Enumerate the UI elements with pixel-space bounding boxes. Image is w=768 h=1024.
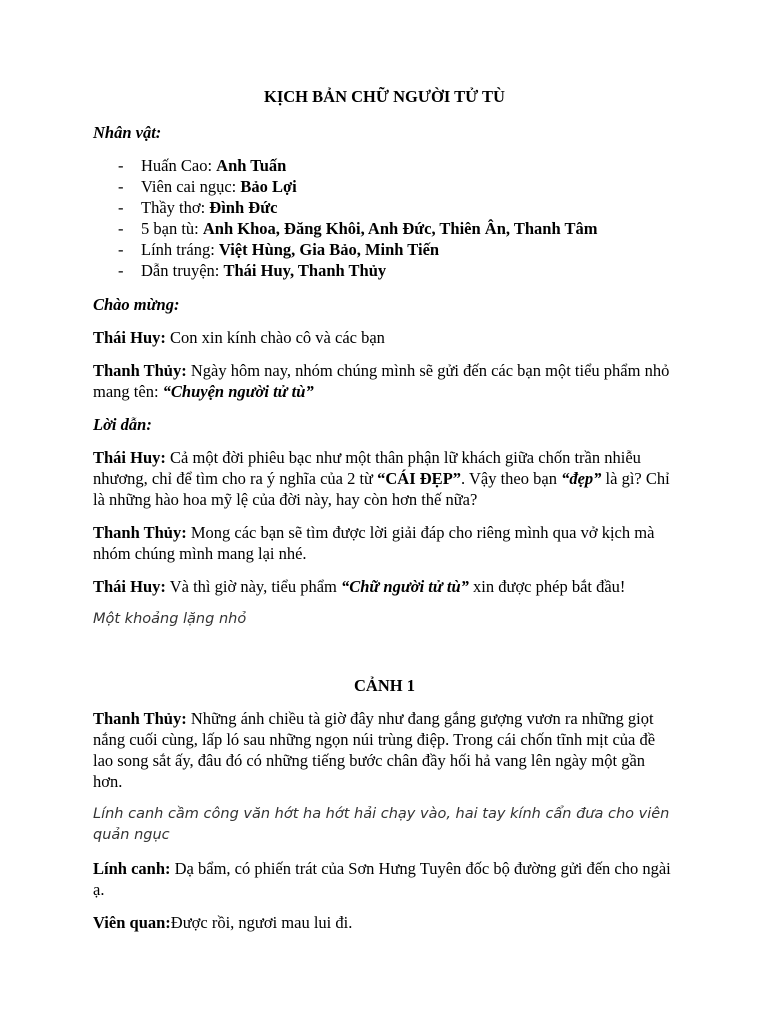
bullet-dash: -	[118, 177, 124, 196]
speaker-name: Lính canh:	[93, 859, 171, 878]
cast-role: 5 bạn tù:	[141, 219, 203, 238]
speaker-name: Viên quan:	[93, 913, 171, 932]
dialogue-text: Và thì giờ này, tiểu phẩm	[165, 577, 341, 596]
dialogue-line	[93, 858, 676, 900]
dialogue-text: là gì? Chỉ là những hào hoa mỹ lệ của đời này, hay còn hơn thế nữa?	[93, 469, 670, 509]
speaker-name: Thanh Thủy:	[93, 361, 187, 380]
dialogue-text: Cả một đời phiêu bạc như một thân phận lữ khách giữa chốn trần nhiễu nhương, chỉ để tìm cho ra ý nghĩa của 2 từ	[93, 448, 641, 488]
dialogue-text: Con xin kính chào cô và các bạn	[165, 328, 385, 347]
cast-heading: Nhân vật:	[93, 123, 162, 142]
dialogue-line	[93, 327, 676, 348]
speaker-name: Thanh Thủy:	[93, 523, 187, 542]
dialogue-text: Những ánh chiều tà giờ đây như đang gắng gượng vươn ra những giọt nắng cuối cùng, lấp ló sau những ngọn núi trùng điệp. Trong cái chốn tĩnh mịt của đề lao song sắt ấy, đâu đó có những tiếng bước chân đầy hối hả vang lên ngày một gần hơn.	[93, 709, 656, 791]
speaker-name: Thanh Thủy:	[93, 709, 187, 728]
dialogue-line	[93, 912, 676, 933]
emphasis-word: “đẹp”	[561, 469, 602, 488]
cast-list	[93, 155, 676, 281]
scene-heading: CẢNH 1	[354, 676, 415, 695]
dialogue-line	[93, 522, 676, 564]
bullet-dash: -	[118, 240, 124, 259]
dialogue-line	[93, 576, 676, 597]
cast-actor: Anh Tuấn	[216, 156, 287, 175]
cast-actor: Thái Huy, Thanh Thủy	[223, 261, 387, 280]
dialogue-text: . Vậy theo bạn	[461, 469, 562, 488]
dialogue-line	[93, 360, 676, 402]
intro-heading: Lời dẫn:	[93, 415, 152, 434]
document-title: KỊCH BẢN CHỮ NGƯỜI TỬ TÙ	[264, 87, 505, 106]
bullet-dash: -	[118, 219, 124, 238]
cast-role: Viên cai ngục:	[141, 177, 241, 196]
stage-direction: Lính canh cầm công văn hớt ha hớt hải chạy vào, hai tay kính cẩn đưa cho viên quản ngục	[93, 806, 670, 843]
dialogue-text: Dạ bẩm, có phiến trát của Sơn Hưng Tuyên đốc bộ đường gửi đến cho ngài ạ.	[93, 859, 671, 899]
cast-role: Huấn Cao:	[141, 156, 217, 175]
speaker-name: Thái Huy:	[93, 577, 166, 596]
play-title-emphasis: “Chữ người tử tù”	[340, 577, 469, 596]
speaker-name: Thái Huy:	[93, 328, 166, 347]
speaker-name: Thái Huy:	[93, 448, 166, 467]
cast-actor: Việt Hùng, Gia Bảo, Minh Tiến	[218, 240, 440, 259]
cast-item	[93, 155, 676, 176]
bullet-dash: -	[118, 198, 124, 217]
cast-role: Thầy thơ:	[141, 198, 210, 217]
cast-item	[93, 176, 676, 197]
bullet-dash: -	[118, 261, 124, 280]
play-title-emphasis: “Chuyện người tử tù”	[162, 382, 314, 401]
dialogue-text: Mong các bạn sẽ tìm được lời giải đáp cho riêng mình qua vở kịch mà nhóm chúng mình mang lại nhé.	[93, 523, 655, 563]
cast-role: Dẫn truyện:	[141, 261, 224, 280]
dialogue-line	[93, 708, 676, 792]
dialogue-text: Ngày hôm nay, nhóm chúng mình sẽ gửi đến các bạn một tiểu phẩm nhỏ mang tên:	[93, 361, 670, 401]
bold-phrase: “CÁI ĐẸP”	[377, 469, 462, 488]
cast-actor: Anh Khoa, Đăng Khôi, Anh Đức, Thiên Ân, Thanh Tâm	[202, 219, 598, 238]
dialogue-line	[93, 447, 676, 510]
cast-role: Lính tráng:	[141, 240, 219, 259]
stage-direction: Một khoảng lặng nhỏ	[93, 611, 247, 627]
greeting-heading: Chào mừng:	[93, 295, 180, 314]
cast-actor: Đình Đức	[209, 198, 278, 217]
cast-item	[93, 260, 676, 281]
dialogue-text: Được rồi, ngươi mau lui đi.	[170, 913, 353, 932]
bullet-dash: -	[118, 156, 124, 175]
cast-item	[93, 197, 676, 218]
dialogue-text: xin được phép bắt đầu!	[468, 577, 626, 596]
cast-item	[93, 239, 676, 260]
cast-actor: Bảo Lợi	[240, 177, 297, 196]
cast-item	[93, 218, 676, 239]
